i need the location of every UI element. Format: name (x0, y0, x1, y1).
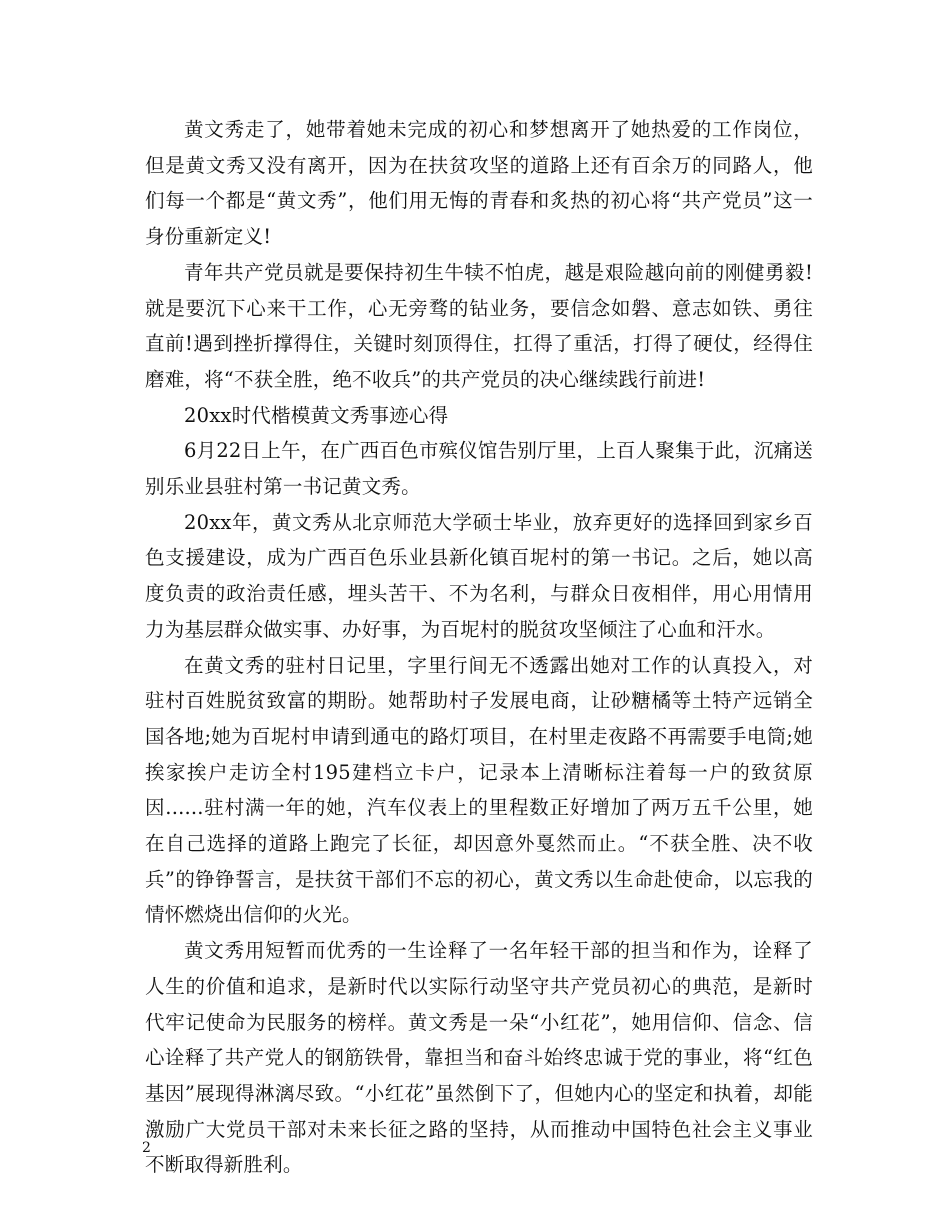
paragraph: 黄文秀走了，她带着她未完成的初心和梦想离开了她热爱的工作岗位，但是黄文秀又没有离开，因为在扶贫攻坚的道路上还有百余万的同路人，他们每一个都是“黄文秀”，他们用无悔的青春和炙热的初心将“共产党员”这一身份重新定义! (145, 118, 813, 249)
document-body (145, 112, 813, 1183)
paragraph: 6月22日上午，在广西百色市殡仪馆告别厅里，上百人聚集于此，沉痛送别乐业县驻村第一书记黄文秀。 (145, 439, 813, 499)
paragraph: 黄文秀用短暂而优秀的一生诠释了一名年轻干部的担当和作为，诠释了人生的价值和追求，是新时代以实际行动坚守共产党员初心的典范，是新时代牢记使命为民服务的榜样。黄文秀是一朵“小红花”，她用信仰、信念、信心诠释了共产党人的钢筋铁骨，靠担当和奋斗始终忠诚于党的事业，将“红色基因”展现得淋漓尽致。“小红花”虽然倒下了，但她内心的坚定和执着，却能激励广大党员干部对未来长征之路的坚持，从而推动中国特色社会主义事业不断取得新胜利。 (145, 939, 813, 1177)
paragraph: 20xx年，黄文秀从北京师范大学硕士毕业，放弃更好的选择回到家乡百色支援建设，成为广西百色乐业县新化镇百坭村的第一书记。之后，她以高度负责的政治责任感，埋头苦干、不为名利，与群众日夜相伴，用心用情用力为基层群众做实事、办好事，为百坭村的脱贫攻坚倾注了心血和汗水。 (145, 510, 813, 641)
page-number: 2 (142, 1140, 151, 1156)
paragraph: 青年共产党员就是要保持初生牛犊不怕虎，越是艰险越向前的刚健勇毅!就是要沉下心来干工作，心无旁骛的钻业务，要信念如磐、意志如铁、勇往直前!遇到挫折撑得住，关键时刻顶得住，扛得了重活，打得了硬仗，经得住磨难，将“不获全胜，绝不收兵”的共产党员的决心继续践行前进! (145, 260, 813, 391)
section-heading: 20xx时代楷模黄文秀事迹心得 (184, 403, 449, 427)
paragraph: 在黄文秀的驻村日记里，字里行间无不透露出她对工作的认真投入，对驻村百姓脱贫致富的期盼。她帮助村子发展电商，让砂糖橘等土特产远销全国各地;她为百坭村申请到通屯的路灯项目，在村里走夜路不再需要手电筒;她挨家挨户走访全村195建档立卡户，记录本上清晰标注着每一户的致贫原因......驻村满一年的她，汽车仪表上的里程数正好增加了两万五千公里，她在自己选择的道路上跑完了长征，却因意外戛然而止。“不获全胜、决不收兵”的铮铮誓言，是扶贫干部们不忘的初心，黄文秀以生命赴使命，以忘我的情怀燃烧出信仰的火光。 (145, 653, 813, 927)
